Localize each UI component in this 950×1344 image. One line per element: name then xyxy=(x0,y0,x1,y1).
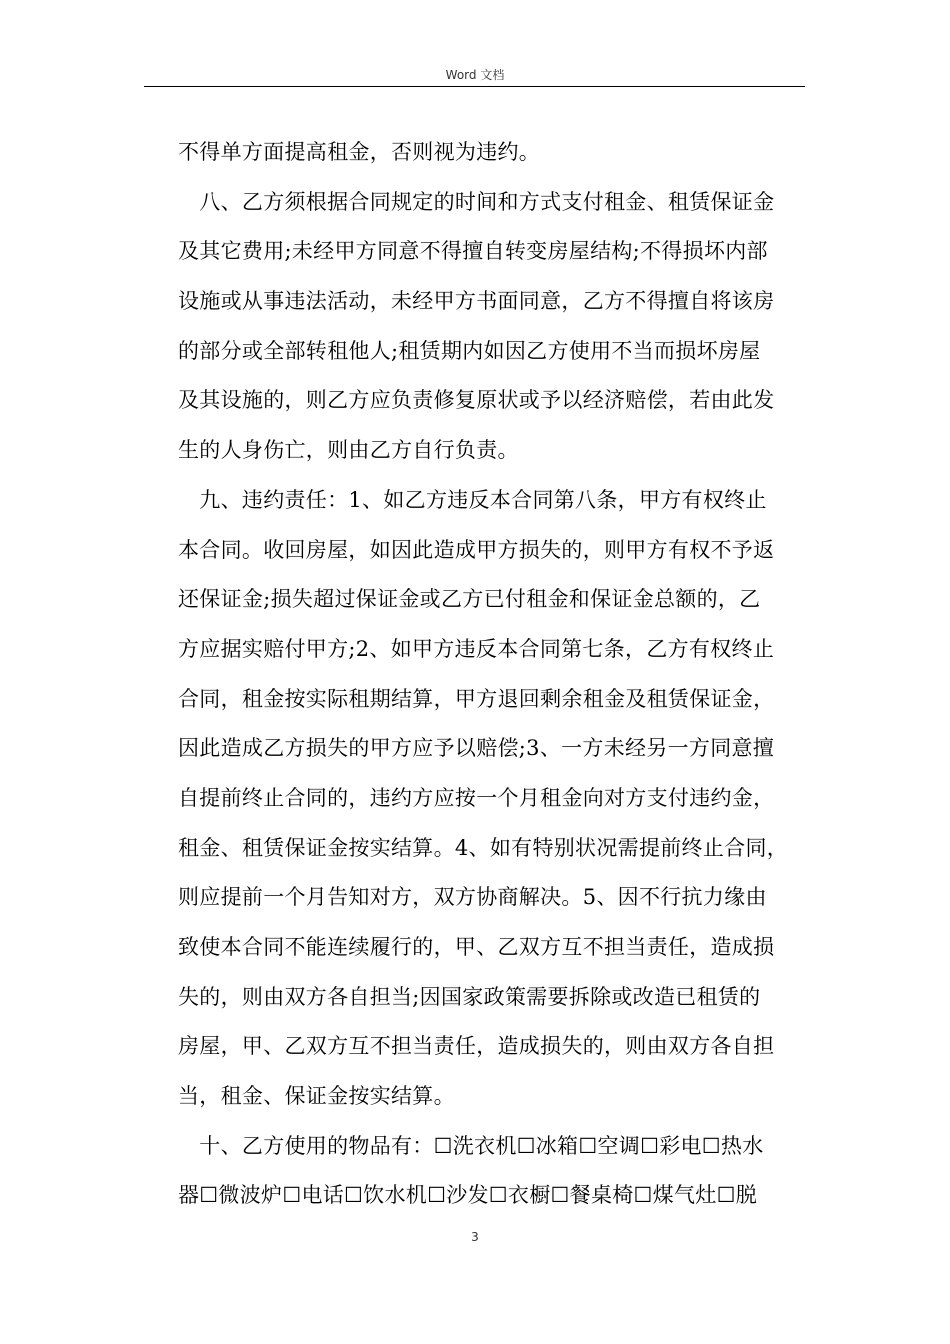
text-line: 及其设施的，则乙方应负责修复原状或予以经济赔偿，若由此发 xyxy=(178,388,775,413)
text-line: 致使本合同不能连续履行的，甲、乙双方互不担当责任，造成损 xyxy=(178,935,775,959)
header-title: Word 文档 xyxy=(445,68,505,82)
text-line: 不得单方面提高租金，否则视为违约。 xyxy=(178,140,541,164)
text-line: 还保证金;损失超过保证金或乙方已付租金和保证金总额的，乙 xyxy=(178,587,761,612)
text-line: 的部分或全部转租他人;租赁期内如因乙方使用不当而损坏房屋 xyxy=(178,338,761,363)
text-line: 则应提前一个月告知对方，双方协商解决。5、因不行抗力缘由 xyxy=(178,885,767,910)
text-line: 设施或从事违法活动，未经甲方书面同意，乙方不得擅自将该房 xyxy=(178,289,775,314)
body-text xyxy=(178,128,806,1221)
text-line: 方应据实赔付甲方;2、如甲方违反本合同第七条，乙方有权终止 xyxy=(178,636,775,661)
text-line: 器☐微波炉☐电话☐饮水机☐沙发☐衣橱☐餐桌椅☐煤气灶☐脱 xyxy=(178,1183,758,1208)
text-line: 租金、租赁保证金按实结算。4、如有特别状况需提前终止合同， xyxy=(178,835,789,860)
text-line: 本合同。收回房屋，如因此造成甲方损失的，则甲方有权不予返 xyxy=(178,537,775,562)
text-line: 因此造成乙方损失的甲方应予以赔偿;3、一方未经另一方同意擅 xyxy=(178,736,775,761)
header-rule xyxy=(144,86,805,87)
text-line: 生的人身伤亡，则由乙方自行负责。 xyxy=(178,438,519,463)
text-line: 八、乙方须根据合同规定的时间和方式支付租金、租赁保证金 xyxy=(178,189,775,214)
text-line: 十、乙方使用的物品有：☐洗衣机☐冰箱☐空调☐彩电☐热水 xyxy=(178,1133,764,1158)
text-line: 合同，租金按实际租期结算，甲方退回剩余租金及租赁保证金， xyxy=(178,686,775,711)
text-line: 及其它费用;未经甲方同意不得擅自转变房屋结构;不得损坏内部 xyxy=(178,239,768,264)
text-line: 房屋，甲、乙双方互不担当责任，造成损失的，则由双方各自担 xyxy=(178,1034,775,1059)
page-number: 3 xyxy=(471,1230,479,1244)
text-line: 自提前终止合同的，违约方应按一个月租金向对方支付违约金， xyxy=(178,785,775,810)
text-line: 当，租金、保证金按实结算。 xyxy=(178,1084,455,1109)
text-line: 失的，则由双方各自担当;因国家政策需要拆除或改造已租赁的 xyxy=(178,984,761,1009)
text-line: 九、违约责任：1、如乙方违反本合同第八条，甲方有权终止 xyxy=(178,487,767,512)
